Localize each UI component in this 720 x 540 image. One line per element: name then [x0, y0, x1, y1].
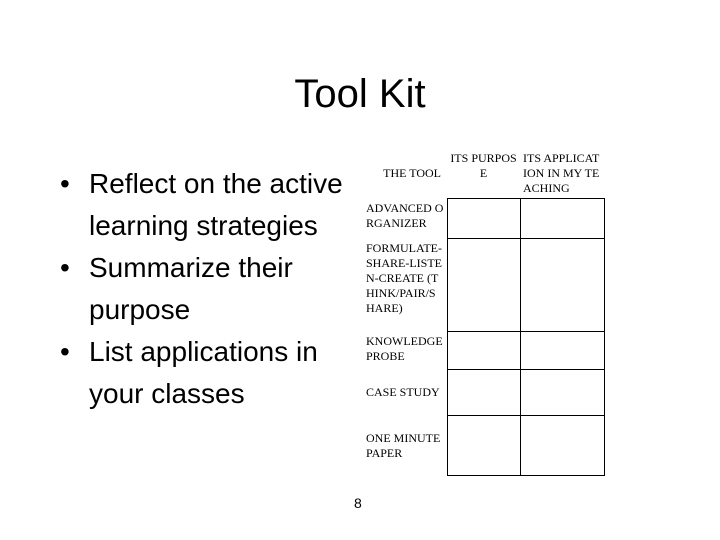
- table-row: [363, 332, 604, 370]
- application-cell: [520, 199, 604, 239]
- tool-cell: KNOWLEDGE PROBE: [366, 333, 443, 363]
- header-purpose: ITS PURPOSE: [450, 151, 517, 180]
- toolkit-table: [363, 149, 605, 476]
- application-cell: [520, 239, 604, 332]
- purpose-cell: [447, 332, 520, 370]
- bullet-dot: •: [60, 168, 70, 199]
- header-tool: THE TOOL: [383, 166, 441, 180]
- bullet-dot: •: [60, 336, 70, 367]
- tool-cell: FORMULATE-SHARE-LISTEN-CREATE (THINK/PAIR/SHARE): [366, 240, 443, 315]
- table-row: [363, 370, 604, 416]
- application-cell: [520, 370, 604, 416]
- tool-cell: ADVANCED ORGANIZER: [366, 200, 444, 230]
- tool-cell: CASE STUDY: [366, 385, 440, 399]
- slide-title: Tool Kit: [294, 72, 426, 116]
- bullet-dot: •: [60, 252, 70, 283]
- bullet-item: [60, 163, 350, 247]
- tool-cell: ONE MINUTE PAPER: [366, 430, 441, 460]
- bullet-item: [60, 247, 350, 331]
- bullet-list: [60, 163, 350, 415]
- table-row: [363, 199, 604, 239]
- application-cell: [520, 416, 604, 476]
- header-application: ITS APPLICATION IN MY TEACHING: [523, 151, 600, 195]
- table-row: [363, 416, 604, 476]
- table-row: [363, 239, 604, 332]
- purpose-cell: [447, 370, 520, 416]
- bullet-text: Reflect on the active learning strategies: [89, 168, 343, 241]
- bullet-text: List applications in your classes: [89, 336, 318, 409]
- purpose-cell: [447, 416, 520, 476]
- purpose-cell: [447, 199, 520, 239]
- purpose-cell: [447, 239, 520, 332]
- application-cell: [520, 332, 604, 370]
- bullet-text: Summarize their purpose: [89, 252, 293, 325]
- bullet-item: [60, 331, 350, 415]
- page-number: 8: [354, 495, 362, 511]
- table-header-row: [363, 149, 604, 199]
